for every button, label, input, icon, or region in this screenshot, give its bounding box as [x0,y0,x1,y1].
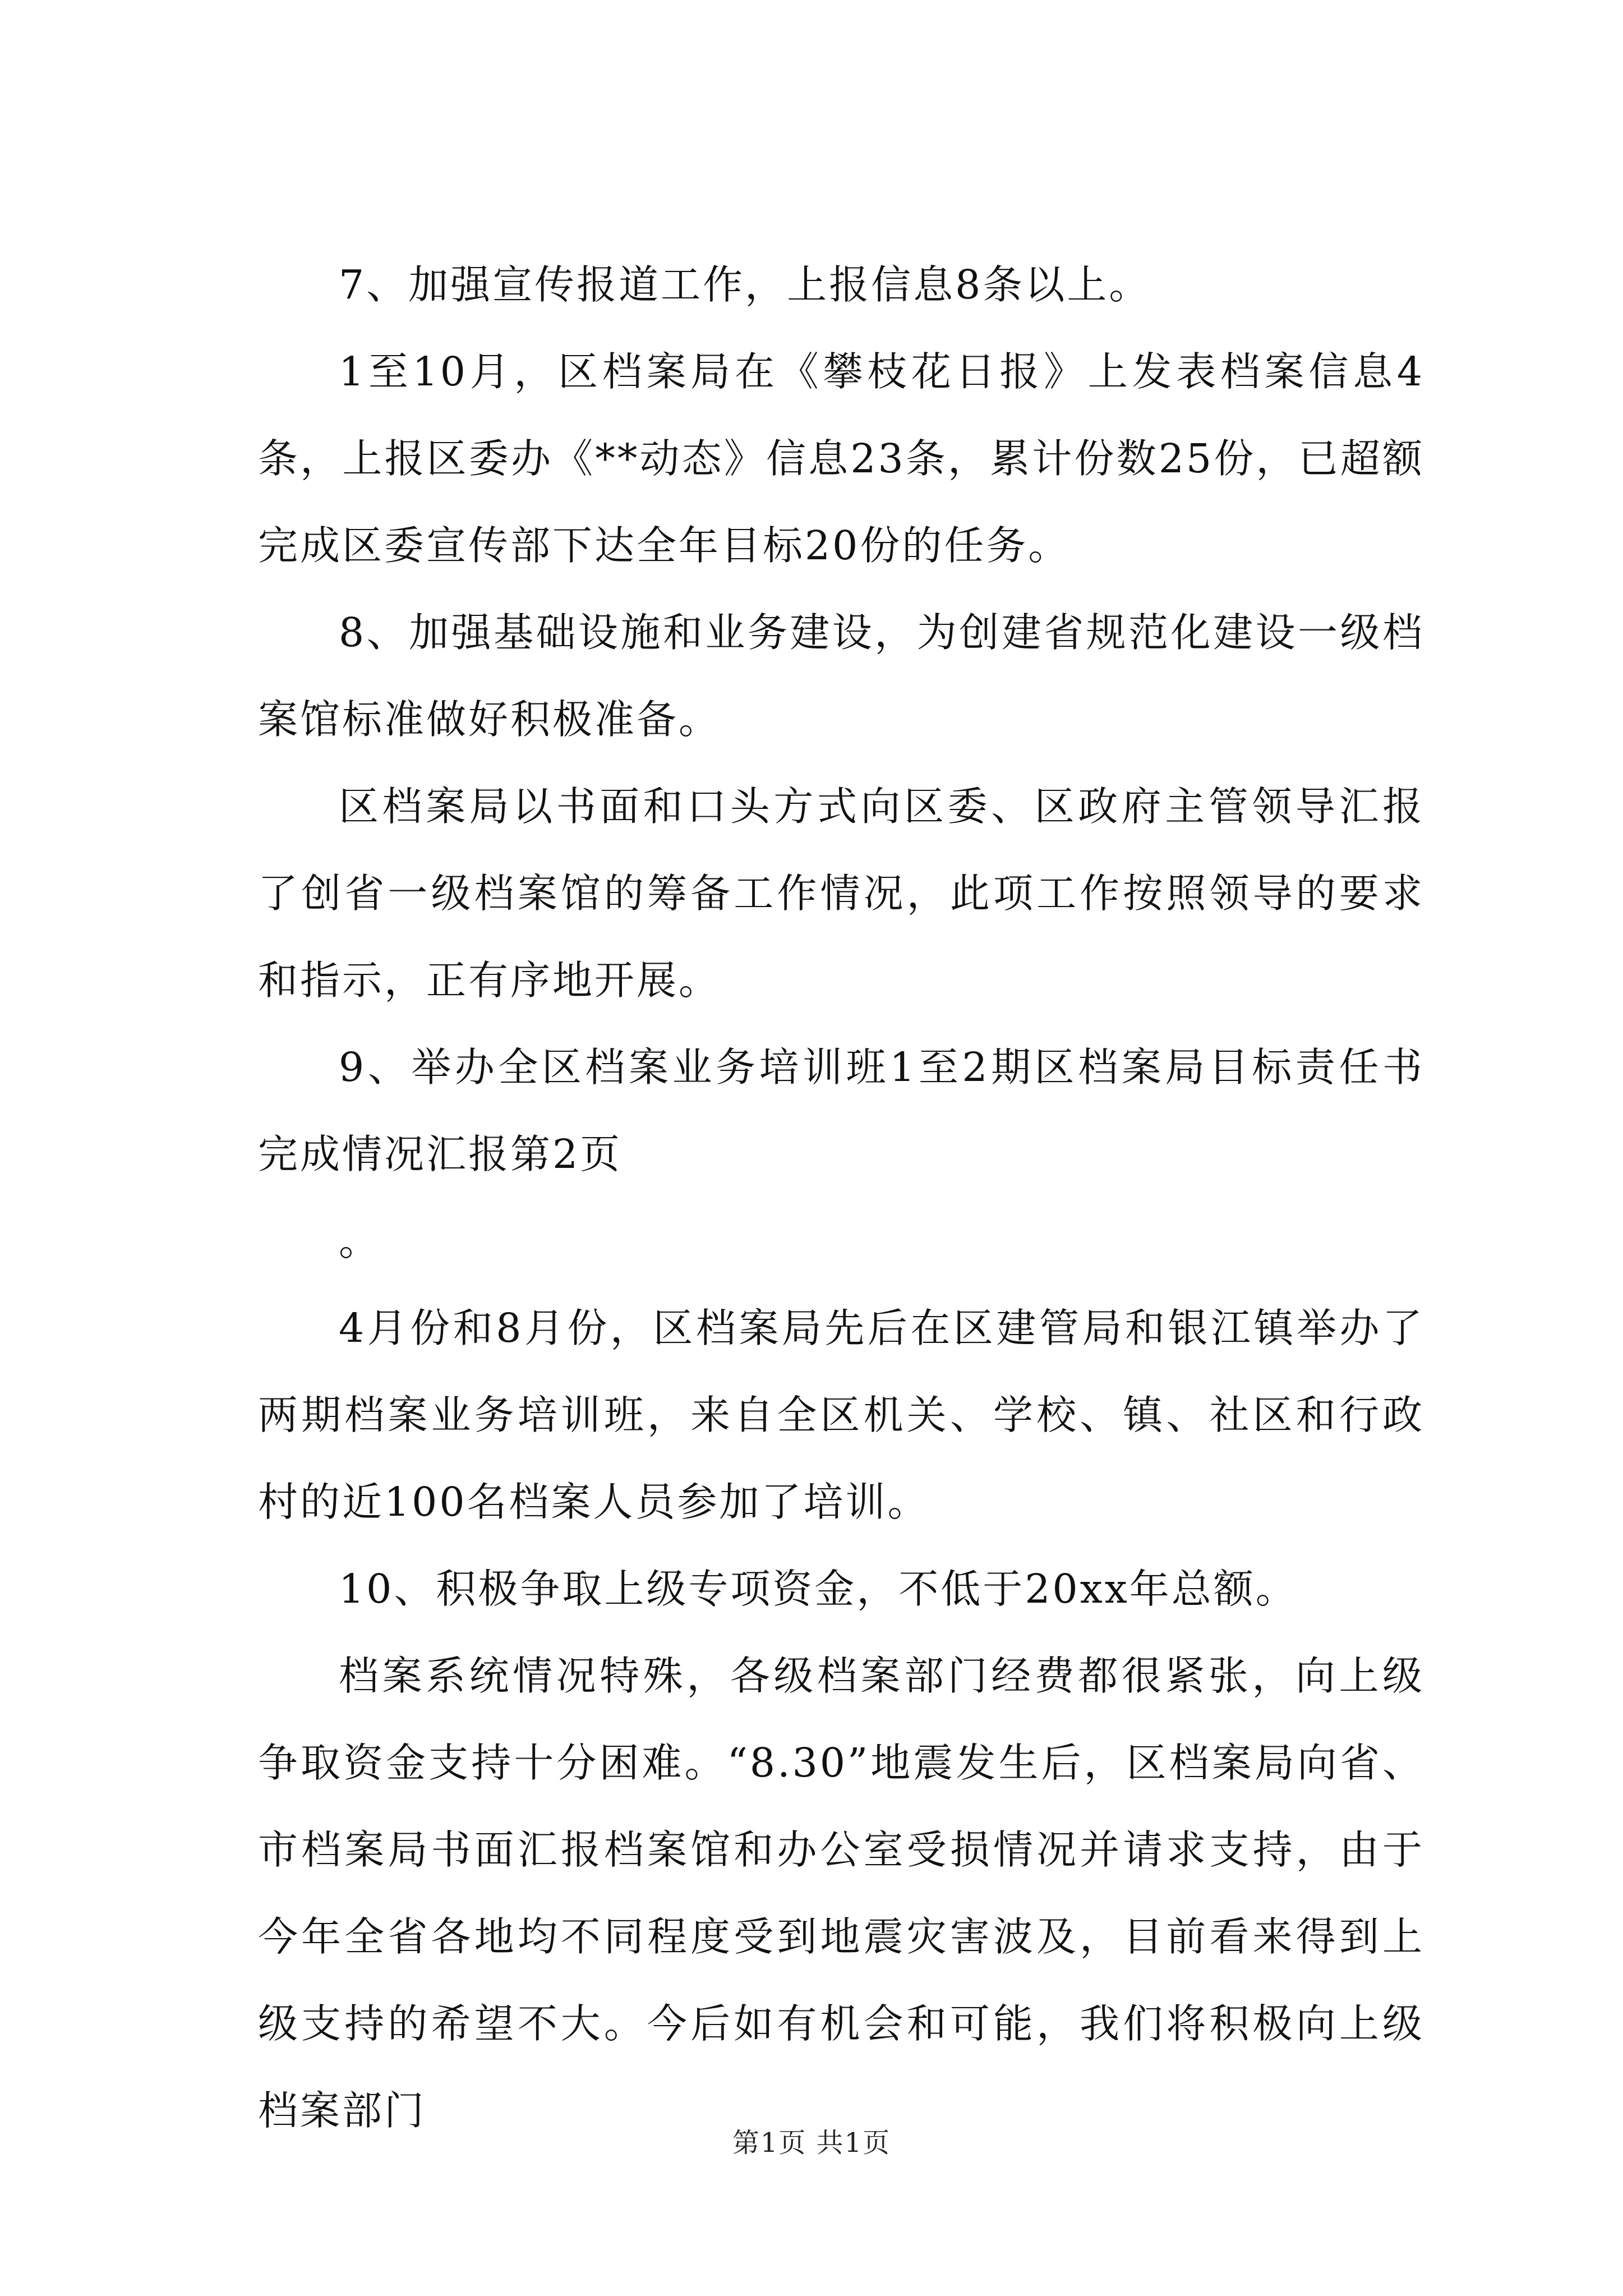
paragraph-item-9-heading: 9、举办全区档案业务培训班1至2期区档案局目标责任书完成情况汇报第2页 [258,1044,1424,1177]
paragraph-archive-prep: 区档案局以书面和口头方式向区委、区政府主管领导汇报了创省一级档案馆的筹备工作情况，此项工作按照领导的要求和指示，正有序地开展。 [258,783,1424,1004]
paragraph-training: 4月份和8月份，区档案局先后在区建管局和银江镇举办了两期档案业务培训班，来自全区机关、学校、镇、社区和行政村的近100名档案人员参加了培训。 [258,1305,1424,1525]
paragraph-item-10-heading: 10、积极争取上级专项资金，不低于20xx年总额。 [339,1566,1298,1612]
paragraph-funding: 档案系统情况特殊，各级档案部门经费都很紧张，向上级争取资金支持十分困难。“8.30”地震发生后，区档案局向省、市档案局书面汇报档案馆和办公室受损情况并请求支持，由于今年全省各地均不同程度受到地震灾害波及，目前看来得到上级支持的希望不大。今后如有机会和可能，我们将积极向上级档案部门 [258,1653,1424,2134]
document-body [258,241,1424,2154]
page-footer: 第1页 共1页 [732,2127,891,2159]
paragraph-publicity-report: 1至10月，区档案局在《攀枝花日报》上发表档案信息4条，上报区委办《**动态》信息23条，累计份数25份，已超额完成区委宣传部下达全年目标20份的任务。 [258,348,1424,569]
paragraph-item-8-heading: 8、加强基础设施和业务建设，为创建省规范化建设一级档案馆标准做好积极准备。 [258,609,1424,743]
paragraph-item-7-heading: 7、加强宣传报道工作，上报信息8条以上。 [339,261,1151,308]
paragraph-stray-period: 。 [339,1218,381,1264]
